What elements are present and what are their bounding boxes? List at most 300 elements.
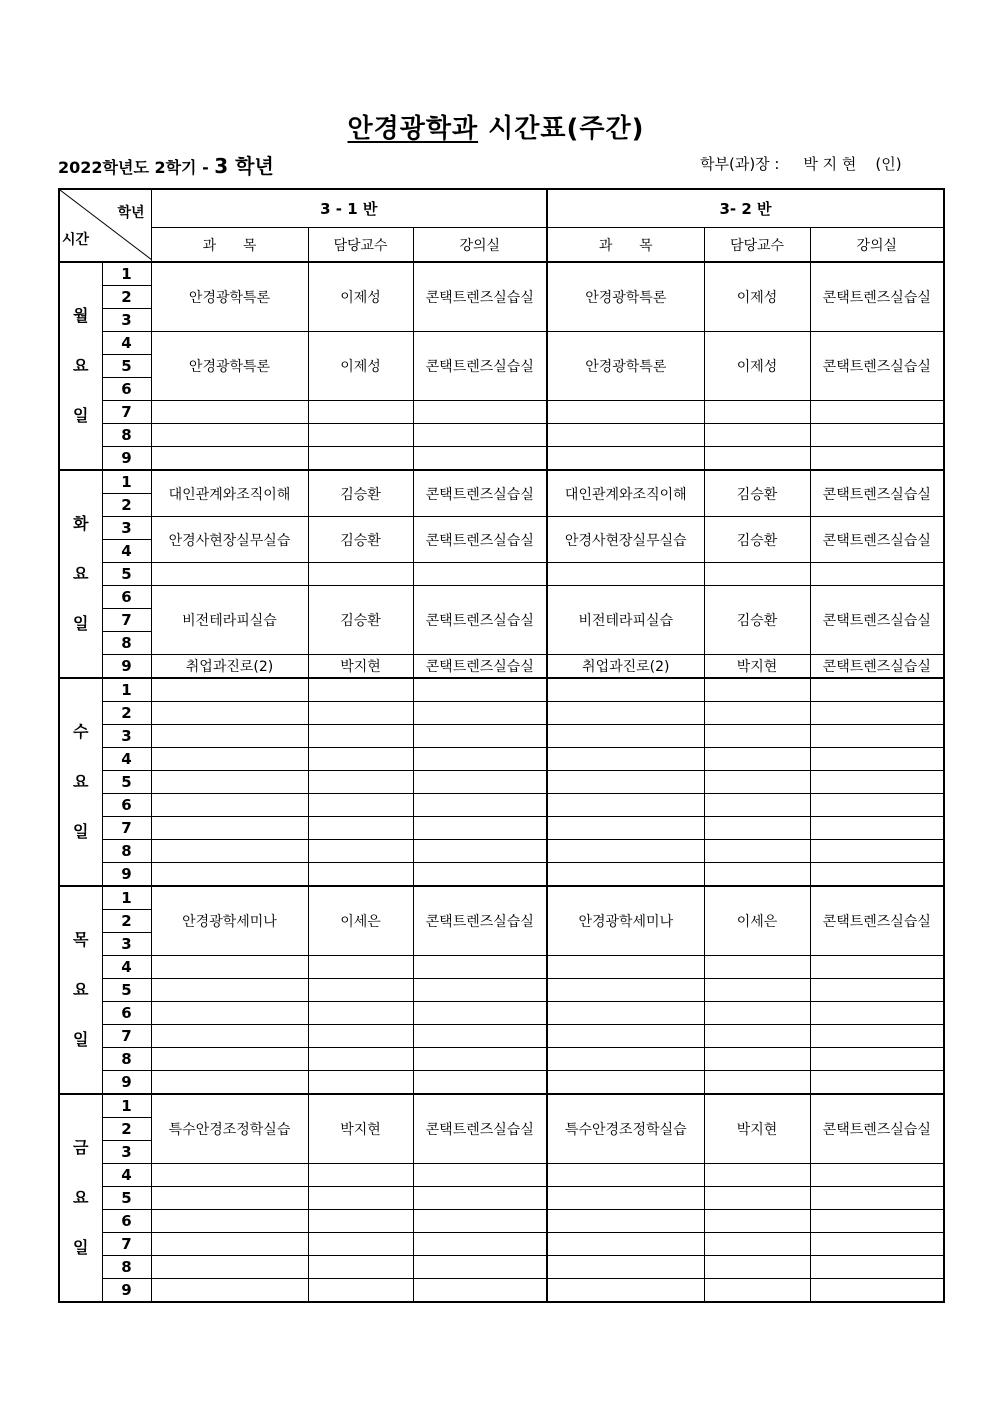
table-row <box>59 1002 944 1025</box>
table-row <box>59 401 944 424</box>
period-cell: 7 <box>102 1025 151 1048</box>
room-cell: 콘택트렌즈실습실 <box>810 886 944 956</box>
term-info <box>58 150 274 179</box>
subject-cell <box>547 863 704 887</box>
day-group <box>59 886 944 1094</box>
period-cell: 4 <box>102 1164 151 1187</box>
table-row <box>59 447 944 471</box>
subject-cell <box>151 1002 308 1025</box>
professor-cell <box>704 1210 810 1233</box>
subject-cell <box>151 563 308 586</box>
table-row <box>59 655 944 679</box>
period-cell: 9 <box>102 447 151 471</box>
table-row <box>59 956 944 979</box>
room-cell <box>810 447 944 471</box>
professor-cell: 김승환 <box>704 470 810 517</box>
period-cell: 5 <box>102 563 151 586</box>
table-row <box>59 840 944 863</box>
professor-cell <box>704 817 810 840</box>
period-cell: 9 <box>102 863 151 887</box>
subject-cell: 비전테라피실습 <box>547 586 704 655</box>
timetable <box>58 188 945 1303</box>
room-cell <box>810 1279 944 1303</box>
room-cell <box>810 1071 944 1095</box>
table-row <box>59 1071 944 1095</box>
subject-cell <box>151 725 308 748</box>
subject-cell <box>151 1233 308 1256</box>
room-cell <box>810 678 944 702</box>
room-cell <box>413 817 547 840</box>
subject-cell <box>547 563 704 586</box>
professor-cell <box>308 401 413 424</box>
professor-cell <box>308 1210 413 1233</box>
professor-cell <box>704 1071 810 1095</box>
col-subject: 과 목 <box>151 228 308 263</box>
corner-grade-label: 학년 <box>117 205 145 221</box>
room-cell <box>413 447 547 471</box>
period-cell: 9 <box>102 655 151 679</box>
class2-header: 3- 2 반 <box>547 189 944 228</box>
professor-cell: 이제성 <box>308 262 413 332</box>
professor-cell: 이제성 <box>704 262 810 332</box>
room-cell <box>413 702 547 725</box>
day-cell <box>59 1094 102 1302</box>
page-title <box>0 108 992 145</box>
period-cell: 2 <box>102 910 151 933</box>
period-cell: 3 <box>102 309 151 332</box>
subject-cell <box>151 794 308 817</box>
room-cell <box>810 563 944 586</box>
table-row <box>59 863 944 887</box>
period-cell: 2 <box>102 286 151 309</box>
room-cell <box>413 1025 547 1048</box>
period-cell: 8 <box>102 632 151 655</box>
table-row <box>59 1187 944 1210</box>
table-row <box>59 771 944 794</box>
period-cell: 2 <box>102 494 151 517</box>
room-cell: 콘택트렌즈실습실 <box>810 470 944 517</box>
room-cell <box>413 1164 547 1187</box>
day-cell <box>59 886 102 1094</box>
subject-cell <box>151 1256 308 1279</box>
professor-cell <box>704 840 810 863</box>
period-cell: 3 <box>102 933 151 956</box>
room-cell <box>810 817 944 840</box>
room-cell: 콘택트렌즈실습실 <box>810 332 944 401</box>
col-room: 강의실 <box>413 228 547 263</box>
subject-cell <box>151 863 308 887</box>
table-row <box>59 1048 944 1071</box>
professor-cell <box>704 1233 810 1256</box>
day-char: 금 <box>73 1138 89 1157</box>
period-cell: 4 <box>102 540 151 563</box>
subject-cell <box>547 725 704 748</box>
professor-cell <box>704 1002 810 1025</box>
room-cell <box>413 563 547 586</box>
day-char: 일 <box>73 1030 89 1049</box>
period-cell: 2 <box>102 1118 151 1141</box>
room-cell <box>413 401 547 424</box>
professor-cell <box>308 1187 413 1210</box>
subject-cell <box>151 424 308 447</box>
professor-cell <box>308 748 413 771</box>
table-row <box>59 886 944 910</box>
professor-cell <box>308 1048 413 1071</box>
professor-cell <box>704 563 810 586</box>
period-cell: 6 <box>102 1002 151 1025</box>
room-cell <box>413 1002 547 1025</box>
subject-cell <box>547 956 704 979</box>
day-cell <box>59 470 102 678</box>
room-cell <box>810 1048 944 1071</box>
period-cell: 4 <box>102 956 151 979</box>
professor-cell <box>308 678 413 702</box>
subject-cell <box>151 702 308 725</box>
subject-cell: 특수안경조정학실습 <box>547 1094 704 1164</box>
period-cell: 1 <box>102 262 151 286</box>
professor-cell: 박지현 <box>308 655 413 679</box>
period-cell: 7 <box>102 401 151 424</box>
room-cell <box>413 1210 547 1233</box>
grade-label: 3 학년 <box>214 154 274 178</box>
subject-cell <box>547 678 704 702</box>
subject-cell <box>151 1071 308 1095</box>
day-char: 월 <box>73 306 89 325</box>
room-cell <box>413 424 547 447</box>
professor-cell <box>308 1279 413 1303</box>
table-row <box>59 1094 944 1118</box>
room-cell <box>413 1279 547 1303</box>
subject-cell <box>151 1187 308 1210</box>
period-cell: 7 <box>102 817 151 840</box>
professor-cell <box>704 725 810 748</box>
room-cell <box>413 794 547 817</box>
professor-cell <box>308 424 413 447</box>
room-cell <box>810 863 944 887</box>
subject-cell <box>151 678 308 702</box>
col-subject: 과 목 <box>547 228 704 263</box>
day-char: 일 <box>73 822 89 841</box>
col-professor: 담당교수 <box>308 228 413 263</box>
table-row <box>59 1256 944 1279</box>
subject-cell: 안경광학특론 <box>547 332 704 401</box>
subject-cell <box>547 1233 704 1256</box>
diagonal-line <box>60 190 151 260</box>
subject-cell <box>547 447 704 471</box>
room-cell <box>413 1256 547 1279</box>
table-row <box>59 979 944 1002</box>
room-cell <box>810 1233 944 1256</box>
professor-cell <box>308 1233 413 1256</box>
professor-cell <box>308 1256 413 1279</box>
room-cell: 콘택트렌즈실습실 <box>810 655 944 679</box>
professor-cell <box>308 725 413 748</box>
subject-cell <box>547 1025 704 1048</box>
table-row <box>59 1279 944 1303</box>
table-row <box>59 262 944 286</box>
subject-cell <box>151 817 308 840</box>
room-cell <box>810 1164 944 1187</box>
professor-cell <box>308 979 413 1002</box>
room-cell <box>413 1233 547 1256</box>
subject-cell: 안경광학세미나 <box>547 886 704 956</box>
table-row <box>59 725 944 748</box>
professor-cell <box>308 771 413 794</box>
room-cell <box>413 979 547 1002</box>
period-cell: 1 <box>102 886 151 910</box>
professor-cell: 이세은 <box>308 886 413 956</box>
room-cell <box>413 1071 547 1095</box>
subject-cell <box>547 424 704 447</box>
room-cell: 콘택트렌즈실습실 <box>413 470 547 517</box>
subject-cell <box>151 979 308 1002</box>
table-row <box>59 794 944 817</box>
day-char: 요 <box>73 564 89 583</box>
room-cell <box>810 1210 944 1233</box>
day-char: 일 <box>73 406 89 425</box>
professor-cell <box>308 563 413 586</box>
period-cell: 6 <box>102 378 151 401</box>
period-cell: 9 <box>102 1071 151 1095</box>
day-group <box>59 470 944 678</box>
professor-cell <box>704 1164 810 1187</box>
professor-cell <box>704 748 810 771</box>
professor-cell <box>308 956 413 979</box>
professor-cell: 박지현 <box>308 1094 413 1164</box>
professor-cell <box>704 1187 810 1210</box>
table-header <box>59 189 944 262</box>
subject-cell <box>151 840 308 863</box>
table-row <box>59 817 944 840</box>
subject-cell: 대인관계와조직이해 <box>151 470 308 517</box>
professor-cell: 김승환 <box>308 517 413 563</box>
table-row <box>59 424 944 447</box>
period-cell: 8 <box>102 1256 151 1279</box>
subject-cell: 비전테라피실습 <box>151 586 308 655</box>
subject-cell <box>151 1279 308 1303</box>
period-cell: 8 <box>102 424 151 447</box>
room-cell <box>413 1187 547 1210</box>
day-char: 목 <box>73 930 89 949</box>
subject-cell <box>151 447 308 471</box>
period-cell: 6 <box>102 1210 151 1233</box>
period-cell: 2 <box>102 702 151 725</box>
room-cell: 콘택트렌즈실습실 <box>810 1094 944 1164</box>
room-cell: 콘택트렌즈실습실 <box>413 1094 547 1164</box>
professor-cell <box>704 863 810 887</box>
room-cell: 콘택트렌즈실습실 <box>413 262 547 332</box>
subject-cell <box>151 1164 308 1187</box>
professor-cell: 김승환 <box>704 517 810 563</box>
period-cell: 1 <box>102 1094 151 1118</box>
col-professor: 담당교수 <box>704 228 810 263</box>
corner-time-label: 시간 <box>62 232 90 248</box>
professor-cell <box>308 817 413 840</box>
table-row <box>59 586 944 609</box>
period-cell: 6 <box>102 586 151 609</box>
day-char: 요 <box>73 980 89 999</box>
professor-cell <box>704 1048 810 1071</box>
subject-cell: 취업과진로(2) <box>151 655 308 679</box>
table-row <box>59 517 944 540</box>
room-cell: 콘택트렌즈실습실 <box>413 332 547 401</box>
period-cell: 1 <box>102 470 151 494</box>
subject-cell: 특수안경조정학실습 <box>151 1094 308 1164</box>
professor-cell <box>308 447 413 471</box>
col-room: 강의실 <box>810 228 944 263</box>
professor-cell <box>704 794 810 817</box>
day-group <box>59 678 944 886</box>
professor-cell <box>308 1025 413 1048</box>
subject-cell <box>547 702 704 725</box>
subject-cell <box>547 748 704 771</box>
subject-cell <box>547 401 704 424</box>
room-cell <box>810 956 944 979</box>
room-cell <box>413 956 547 979</box>
class1-header: 3 - 1 반 <box>151 189 547 228</box>
professor-cell <box>308 840 413 863</box>
room-cell <box>810 840 944 863</box>
professor-cell <box>308 1002 413 1025</box>
day-char: 일 <box>73 614 89 633</box>
period-cell: 5 <box>102 355 151 378</box>
table-row <box>59 470 944 494</box>
room-cell: 콘택트렌즈실습실 <box>810 262 944 332</box>
professor-cell <box>704 1279 810 1303</box>
professor-cell <box>704 1256 810 1279</box>
room-cell: 콘택트렌즈실습실 <box>413 586 547 655</box>
day-char: 일 <box>73 1238 89 1257</box>
room-cell: 콘택트렌즈실습실 <box>413 517 547 563</box>
day-char: 화 <box>73 514 89 533</box>
period-cell: 5 <box>102 1187 151 1210</box>
period-cell: 5 <box>102 771 151 794</box>
period-cell: 6 <box>102 794 151 817</box>
room-cell <box>810 702 944 725</box>
professor-cell <box>704 979 810 1002</box>
subject-cell: 취업과진로(2) <box>547 655 704 679</box>
day-char: 요 <box>73 772 89 791</box>
table-row <box>59 748 944 771</box>
subject-cell <box>547 1210 704 1233</box>
room-cell <box>810 401 944 424</box>
table-row <box>59 1210 944 1233</box>
table-row <box>59 563 944 586</box>
professor-cell: 이제성 <box>308 332 413 401</box>
period-cell: 3 <box>102 517 151 540</box>
period-cell: 7 <box>102 609 151 632</box>
subject-cell <box>547 979 704 1002</box>
professor-cell: 이세은 <box>704 886 810 956</box>
room-cell <box>413 725 547 748</box>
day-group <box>59 262 944 470</box>
professor-cell: 박지현 <box>704 1094 810 1164</box>
room-cell: 콘택트렌즈실습실 <box>810 517 944 563</box>
day-cell <box>59 262 102 470</box>
table-row <box>59 1233 944 1256</box>
room-cell <box>413 771 547 794</box>
subject-cell: 안경사현장실무실습 <box>547 517 704 563</box>
room-cell <box>810 1256 944 1279</box>
professor-cell <box>704 447 810 471</box>
subject-cell: 안경사현장실무실습 <box>151 517 308 563</box>
room-cell <box>810 771 944 794</box>
room-cell <box>413 863 547 887</box>
subject-cell <box>151 401 308 424</box>
day-char: 요 <box>73 356 89 375</box>
day-cell <box>59 678 102 886</box>
table-row <box>59 678 944 702</box>
title-suffix: 시간표(주간) <box>478 114 645 144</box>
subject-cell: 안경광학특론 <box>151 332 308 401</box>
title-dept: 안경광학과 <box>347 114 479 144</box>
subject-cell <box>151 1025 308 1048</box>
table-row <box>59 1025 944 1048</box>
subject-cell <box>151 748 308 771</box>
subject-cell <box>151 771 308 794</box>
room-cell <box>810 748 944 771</box>
professor-cell <box>308 702 413 725</box>
subject-cell <box>151 956 308 979</box>
professor-cell <box>704 1025 810 1048</box>
room-cell <box>810 1002 944 1025</box>
professor-cell: 이제성 <box>704 332 810 401</box>
subject-cell <box>547 771 704 794</box>
professor-cell <box>704 956 810 979</box>
professor-cell <box>704 771 810 794</box>
term-label: 2022학년도 2학기 - <box>58 158 215 177</box>
dean-info: 학부(과)장 : 박 지 현 (인) <box>700 155 902 173</box>
professor-cell <box>704 702 810 725</box>
subject-cell <box>547 794 704 817</box>
subject-cell: 안경광학특론 <box>151 262 308 332</box>
professor-cell <box>704 401 810 424</box>
room-cell <box>810 1187 944 1210</box>
day-group <box>59 1094 944 1302</box>
table-row <box>59 332 944 355</box>
subject-cell: 대인관계와조직이해 <box>547 470 704 517</box>
period-cell: 3 <box>102 1141 151 1164</box>
professor-cell <box>308 1164 413 1187</box>
professor-cell: 김승환 <box>308 586 413 655</box>
period-cell: 1 <box>102 678 151 702</box>
table-row <box>59 702 944 725</box>
table-row <box>59 1164 944 1187</box>
subject-cell <box>547 817 704 840</box>
room-cell <box>810 424 944 447</box>
subject-cell <box>547 840 704 863</box>
room-cell <box>810 794 944 817</box>
subject-cell <box>547 1279 704 1303</box>
room-cell: 콘택트렌즈실습실 <box>413 886 547 956</box>
professor-cell: 김승환 <box>704 586 810 655</box>
professor-cell: 김승환 <box>308 470 413 517</box>
room-cell: 콘택트렌즈실습실 <box>810 586 944 655</box>
period-cell: 3 <box>102 725 151 748</box>
period-cell: 8 <box>102 1048 151 1071</box>
room-cell <box>413 678 547 702</box>
period-cell: 4 <box>102 332 151 355</box>
subject-cell <box>151 1210 308 1233</box>
room-cell <box>810 1025 944 1048</box>
day-char: 수 <box>73 722 89 741</box>
room-cell: 콘택트렌즈실습실 <box>413 655 547 679</box>
room-cell <box>810 725 944 748</box>
subject-cell <box>547 1256 704 1279</box>
subject-cell: 안경광학특론 <box>547 262 704 332</box>
professor-cell: 박지현 <box>704 655 810 679</box>
professor-cell <box>704 424 810 447</box>
